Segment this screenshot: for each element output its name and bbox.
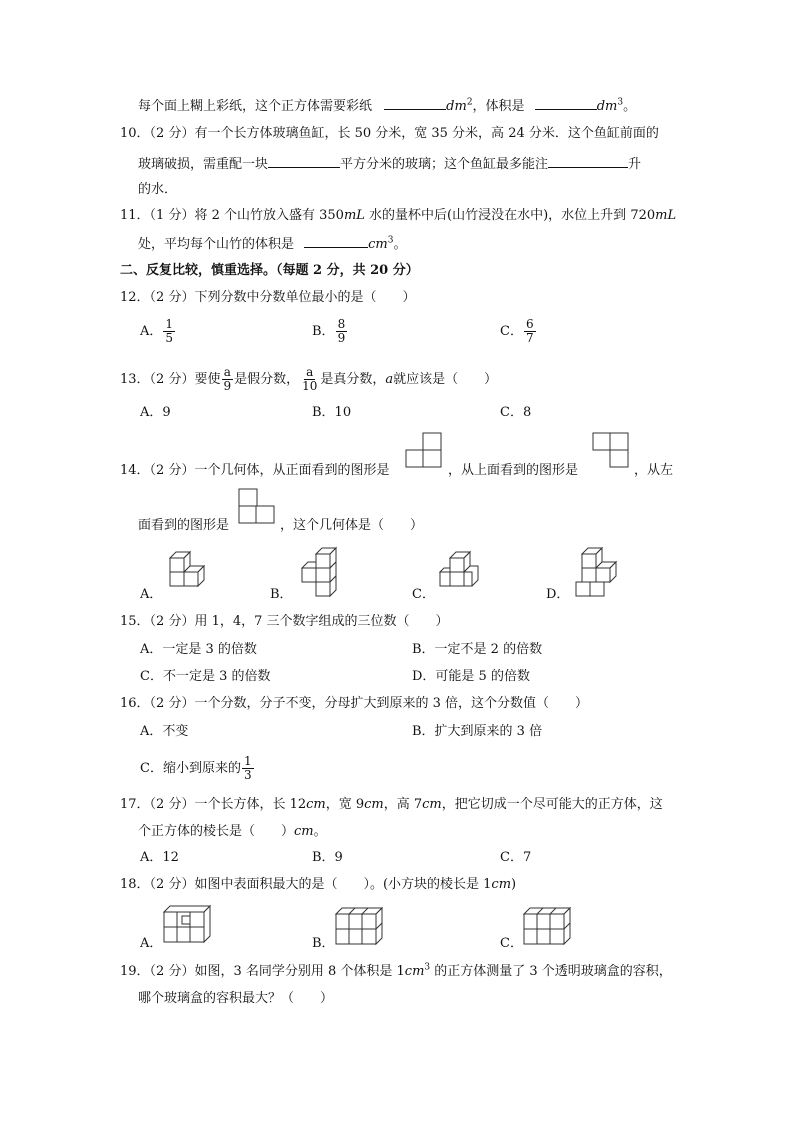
answer-blank[interactable] <box>548 154 628 168</box>
q18-stem: 18．（2 分）如图中表面积最大的是（ ）。(小方块的棱长是 1cm) <box>120 877 517 892</box>
cube-stack-figure-d[interactable] <box>572 546 626 598</box>
section-2-title: 二、反复比较，慎重选择。（每题 2 分，共 20 分） <box>120 263 419 278</box>
left-view-figure <box>238 488 278 526</box>
q17-line1: 17．（2 分）一个长方体，长 12cm，宽 9cm，高 7cm，把它切成一个尽可能大的正方体，这 <box>120 797 663 812</box>
q14-option-a[interactable]: A． <box>140 587 163 602</box>
q9-continuation: 每个面上糊上彩纸，这个正方体需要彩纸 $dm^2$，体积是 $dm^3$。 <box>138 97 637 114</box>
q18-option-a[interactable]: A． <box>140 936 163 951</box>
q19-line2: 哪个玻璃盒的容积最大？（ ） <box>138 991 334 1006</box>
q16-option-b[interactable]: B．扩大到原来的 3 倍 <box>412 724 543 739</box>
q13-option-a[interactable]: A．9 <box>140 405 171 420</box>
fraction: $\frac{1}{5}$ <box>165 317 174 345</box>
q15-option-b[interactable]: B．一定不是 2 的倍数 <box>412 642 543 657</box>
q18-option-b[interactable]: B． <box>312 936 335 951</box>
q14-option-d[interactable]: D． <box>546 587 570 602</box>
cube-stack-figure-a[interactable] <box>164 548 214 598</box>
q15-stem: 15．（2 分）用 1，4，7 三个数字组成的三位数（ ） <box>120 614 449 629</box>
q17-option-a[interactable]: A．12 <box>140 850 179 865</box>
q16-option-a[interactable]: A．不变 <box>140 724 189 739</box>
q14-line2-a: 面看到的图形是 <box>138 518 230 533</box>
block-figure-c[interactable] <box>522 904 578 946</box>
q13-option-c[interactable]: C．8 <box>500 405 532 420</box>
block-figure-a[interactable] <box>162 902 218 946</box>
answer-blank[interactable] <box>384 96 446 110</box>
answer-blank[interactable] <box>304 234 368 248</box>
q12-option-a[interactable]: A． $\frac{1}{5}$ <box>140 317 174 345</box>
q17-line2: 个正方体的棱长是（ ）cm。 <box>138 824 327 839</box>
q11-line1: 11．（1 分）将 2 个山竹放入盛有 350mL 水的量杯中后(山竹浸没在水中)，水位上升到 720mL <box>120 208 677 223</box>
q15-option-c[interactable]: C．不一定是 3 的倍数 <box>140 669 271 684</box>
q10-line3: 的水． <box>138 182 178 197</box>
q19-line1: 19．（2 分）如图，3 名同学分别用 8 个体积是 $1cm^3$ 的正方体测量了 3 个透明玻璃盒的容积， <box>120 962 672 979</box>
cube-stack-figure-c[interactable] <box>436 550 486 598</box>
answer-blank[interactable] <box>268 154 340 168</box>
front-view-figure <box>405 432 445 470</box>
fraction: $\frac{6}{7}$ <box>525 317 534 345</box>
q14-option-c[interactable]: C． <box>412 587 435 602</box>
q12-option-b[interactable]: B． $\frac{8}{9}$ <box>312 317 346 345</box>
answer-blank[interactable] <box>535 96 597 110</box>
q18-option-c[interactable]: C． <box>500 936 523 951</box>
q10-line2: 玻璃破损，需重配一块 平方分米的玻璃；这个鱼缸最多能注 升 <box>138 154 641 174</box>
q16-option-c[interactable]: C．缩小到原来的 $\frac{1}{3}$ <box>140 754 252 782</box>
fraction: $\frac{a}{9}$ <box>223 365 232 393</box>
q11-line2: 处，平均每个山竹的体积是 $cm^3$。 <box>138 235 407 252</box>
q16-stem: 16．（2 分）一个分数，分子不变，分母扩大到原来的 3 倍，这个分数值（ ） <box>120 696 588 711</box>
q14-option-b[interactable]: B． <box>270 587 293 602</box>
q12-option-c[interactable]: C． $\frac{6}{7}$ <box>500 317 534 345</box>
q13-option-b[interactable]: B．10 <box>312 405 352 420</box>
block-figure-b[interactable] <box>334 904 390 946</box>
q17-option-b[interactable]: B．9 <box>312 850 343 865</box>
q14-line1-a: 14．（2 分）一个几何体，从正面看到的图形是 <box>120 463 390 478</box>
cube-stack-figure-b[interactable] <box>298 546 348 598</box>
q12-stem: 12．（2 分）下列分数中分数单位最小的是（ ） <box>120 290 416 305</box>
q13-stem: 13．（2 分）要使 $\frac{a}{9}$ 是假分数， $\frac{a}{10}$ 是真分数，a就应该是（ ） <box>120 365 498 393</box>
fraction: $\frac{a}{10}$ <box>302 365 318 393</box>
q14-line1-c: ，从左 <box>634 463 674 478</box>
q15-option-a[interactable]: A．一定是 3 的倍数 <box>140 642 257 657</box>
q14-line1-b: ，从上面看到的图形是 <box>448 463 579 478</box>
top-view-figure <box>592 432 632 470</box>
fraction: $\frac{8}{9}$ <box>337 317 346 345</box>
q15-option-d[interactable]: D．可能是 5 的倍数 <box>412 669 530 684</box>
q10-line1: 10．（2 分）有一个长方体玻璃鱼缸，长 50 分米，宽 35 分米，高 24 分米．这个鱼缸前面的 <box>120 126 659 141</box>
fraction: $\frac{1}{3}$ <box>243 754 252 782</box>
q14-line2-b: ，这个几何体是（ ） <box>280 518 424 533</box>
q17-option-c[interactable]: C．7 <box>500 850 532 865</box>
